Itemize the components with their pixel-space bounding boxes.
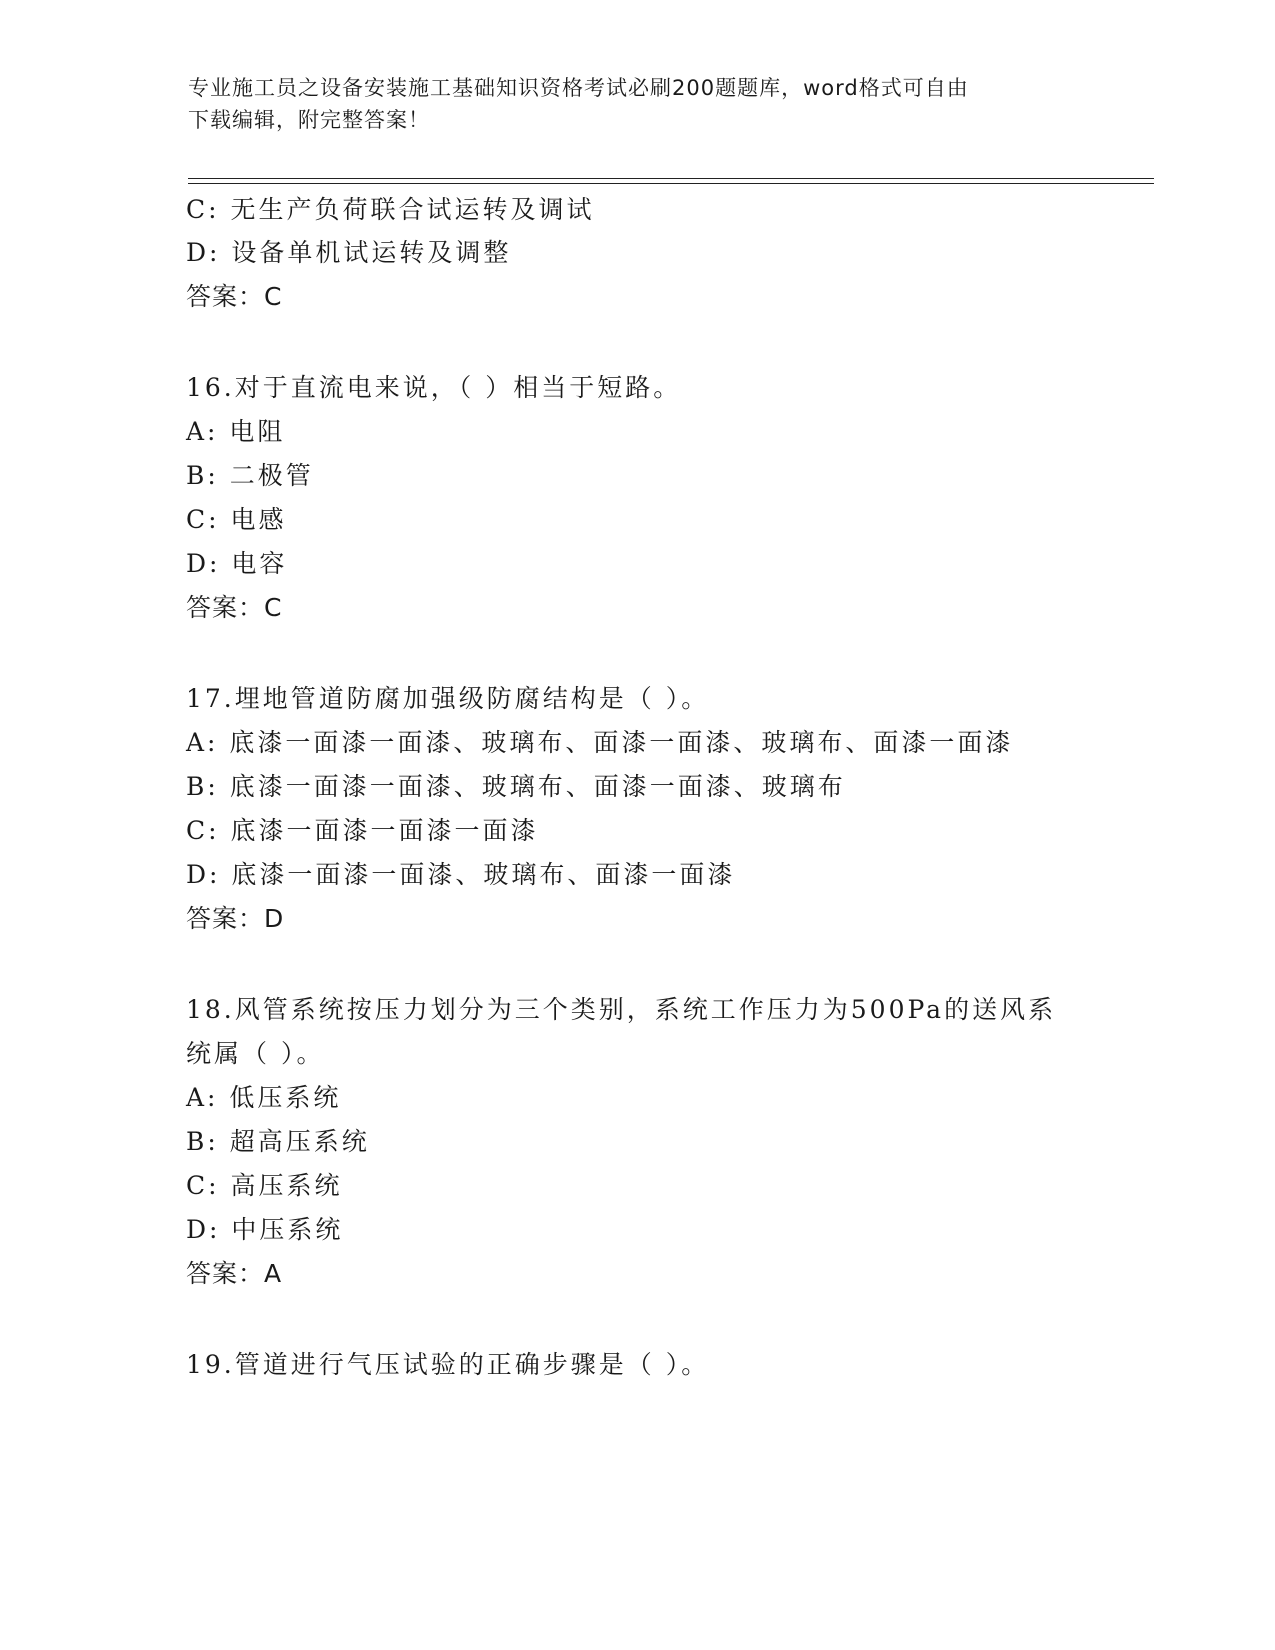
q18-option-c: C: 高压系统 (186, 1171, 343, 1200)
q19-question: 19.管道进行气压试验的正确步骤是（ ）。 (186, 1350, 710, 1379)
q18-option-a: A: 低压系统 (186, 1083, 342, 1112)
q17-option-b: B: 底漆一面漆一面漆、玻璃布、面漆一面漆、玻璃布 (186, 772, 846, 801)
q17-option-a: A: 底漆一面漆一面漆、玻璃布、面漆一面漆、玻璃布、面漆一面漆 (186, 728, 1014, 757)
q17-option-d: D: 底漆一面漆一面漆、玻璃布、面漆一面漆 (186, 860, 736, 889)
q15-option-c: C: 无生产负荷联合试运转及调试 (186, 195, 595, 224)
q17-question: 17.埋地管道防腐加强级防腐结构是（ ）。 (186, 684, 710, 713)
q18-option-d: D: 中压系统 (186, 1215, 344, 1244)
q16-option-c: C: 电感 (186, 505, 287, 534)
header-line-1: 专业施工员之设备安装施工基础知识资格考试必刷200题题库，word格式可自由 (188, 76, 969, 100)
q15-answer: 答案：C (186, 282, 283, 311)
q17-answer: 答案：D (186, 904, 285, 933)
q18-question-line-2: 统属（ ）。 (186, 1039, 325, 1068)
q16-option-d: D: 电容 (186, 549, 288, 578)
document-header (188, 72, 1088, 136)
q18-answer: 答案：A (186, 1259, 283, 1288)
q16-question: 16.对于直流电来说，（ ）相当于短路。 (186, 373, 682, 402)
q16-option-a: A: 电阻 (186, 417, 286, 446)
q18-option-b: B: 超高压系统 (186, 1127, 370, 1156)
q15-option-d: D: 设备单机试运转及调整 (186, 238, 512, 267)
q16-answer: 答案：C (186, 593, 283, 622)
q17-option-c: C: 底漆一面漆一面漆一面漆 (186, 816, 539, 845)
q18-question-line-1: 18.风管系统按压力划分为三个类别，系统工作压力为500Pa的送风系 (186, 995, 1057, 1024)
q16-option-b: B: 二极管 (186, 461, 314, 490)
header-divider-bottom (188, 183, 1154, 184)
header-divider-top (188, 178, 1154, 179)
header-line-2: 下载编辑，附完整答案！ (188, 108, 430, 132)
